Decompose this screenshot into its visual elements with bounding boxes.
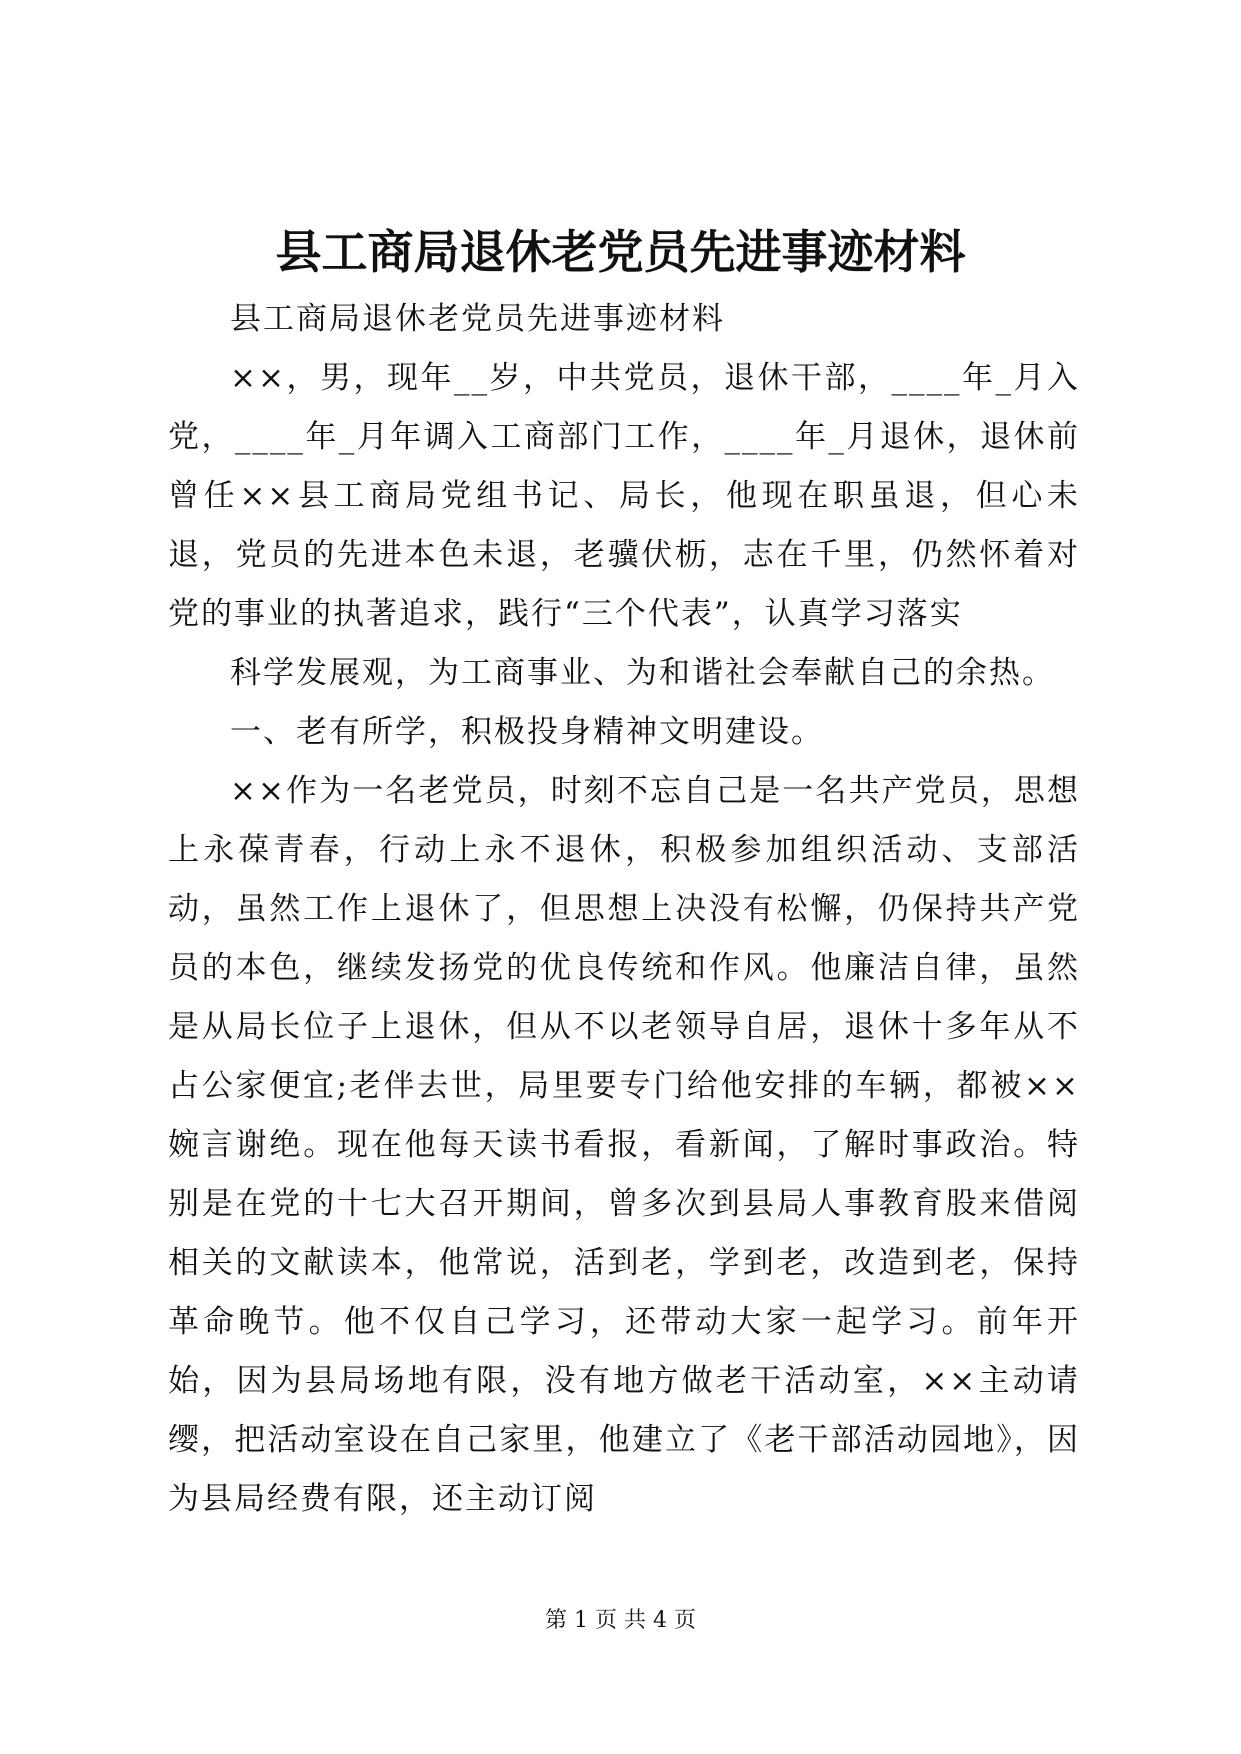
paragraph-intro-continued: 科学发展观，为工商事业、为和谐社会奉献自己的余热。 xyxy=(230,655,1055,691)
section-heading-1: 一、老有所学，积极投身精神文明建设。 xyxy=(230,714,824,750)
document-body xyxy=(168,290,1080,1529)
paragraph-subtitle: 县工商局退休老党员先进事迹材料 xyxy=(230,301,725,337)
document-title: 县工商局退休老党员先进事迹材料 xyxy=(275,225,966,279)
paragraph-intro: ××，男，现年__岁，中共党员，退休干部，____年_月入党，____年_月年调入工商部门工作，____年_月退休，退休前曾任××县工商局党组书记、局长，他现在职虽退，但心未退，党员的先进本色未退，老骥伏枥，志在千里，仍然怀着对党的事业的执著追求，践行“三个代表”，认真学习落实 xyxy=(168,360,1080,632)
paragraph-section-1: ××作为一名老党员，时刻不忘自己是一名共产党员，思想上永葆青春，行动上永不退休，积极参加组织活动、支部活动，虽然工作上退休了，但思想上决没有松懈，仍保持共产党员的本色，继续发扬党的优良传统和作风。他廉洁自律，虽然是从局长位子上退休，但从不以老领导自居，退休十多年从不占公家便宜;老伴去世，局里要专门给他安排的车辆，都被××婉言谢绝。现在他每天读书看报，看新闻，了解时事政治。特别是在党的十七大召开期间，曾多次到县局人事教育股来借阅相关的文献读本，他常说，活到老，学到老，改造到老，保持革命晚节。他不仅自己学习，还带动大家一起学习。前年开始，因为县局场地有限，没有地方做老干活动室，××主动请缨，把活动室设在自己家里，他建立了《老干部活动园地》，因为县局经费有限，还主动订阅 xyxy=(168,773,1080,1517)
page-footer: 第 1 页 共 4 页 xyxy=(545,1608,696,1633)
